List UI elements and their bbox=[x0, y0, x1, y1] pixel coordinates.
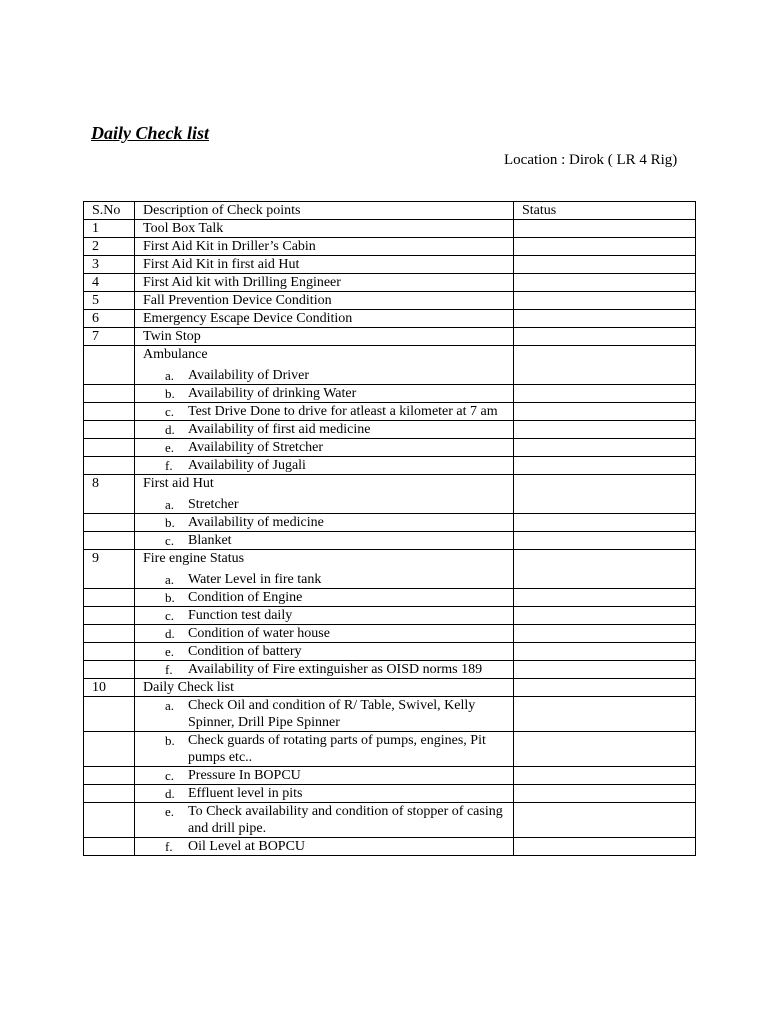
table-row bbox=[84, 803, 696, 838]
status-cell[interactable] bbox=[514, 475, 696, 514]
row-sno bbox=[84, 625, 135, 643]
sub-text: Availability of first aid medicine bbox=[188, 422, 371, 437]
sub-text: Test Drive Done to drive for atleast a kilometer at 7 am bbox=[188, 404, 498, 419]
status-cell[interactable] bbox=[514, 643, 696, 661]
sub-cell bbox=[135, 643, 514, 661]
row-description: Emergency Escape Device Condition bbox=[135, 310, 514, 328]
status-cell[interactable] bbox=[514, 661, 696, 679]
section-cell bbox=[135, 550, 514, 589]
section-cell bbox=[135, 346, 514, 385]
sub-text: Effluent level in pits bbox=[188, 786, 303, 801]
status-cell[interactable] bbox=[514, 385, 696, 403]
status-cell[interactable] bbox=[514, 256, 696, 274]
row-description: Twin Stop bbox=[135, 328, 514, 346]
section-row-fire-engine bbox=[84, 550, 696, 589]
sub-cell bbox=[135, 514, 514, 532]
row-sno bbox=[84, 803, 135, 838]
sub-text: Availability of Fire extinguisher as OISD norms 189 bbox=[188, 662, 483, 677]
header-description: Description of Check points bbox=[135, 202, 514, 220]
sub-letter: b. bbox=[165, 590, 175, 605]
status-cell[interactable] bbox=[514, 679, 696, 697]
sub-letter: c. bbox=[165, 533, 175, 548]
table-row bbox=[84, 328, 696, 346]
table-row bbox=[84, 532, 696, 550]
row-sno: 2 bbox=[84, 238, 135, 256]
status-cell[interactable] bbox=[514, 607, 696, 625]
row-sno: 1 bbox=[84, 220, 135, 238]
sub-letter: f. bbox=[165, 839, 173, 854]
row-sno bbox=[84, 532, 135, 550]
row-description: Fall Prevention Device Condition bbox=[135, 292, 514, 310]
sub-text: Availability of Jugali bbox=[188, 458, 306, 473]
sub-cell bbox=[135, 661, 514, 679]
table-row bbox=[84, 220, 696, 238]
sub-letter: a. bbox=[165, 698, 175, 713]
sub-cell bbox=[135, 457, 514, 475]
sub-letter: c. bbox=[165, 608, 175, 623]
row-sno: 5 bbox=[84, 292, 135, 310]
sub-cell bbox=[135, 838, 514, 856]
status-cell[interactable] bbox=[514, 274, 696, 292]
row-description: First Aid kit with Drilling Engineer bbox=[135, 274, 514, 292]
sub-text: Availability of Driver bbox=[188, 368, 310, 383]
section-heading: Fire engine Status bbox=[143, 551, 245, 566]
sub-text: Stretcher bbox=[188, 497, 239, 512]
table-row bbox=[84, 256, 696, 274]
table-row bbox=[84, 274, 696, 292]
status-cell[interactable] bbox=[514, 220, 696, 238]
table-row bbox=[84, 457, 696, 475]
table-row bbox=[84, 310, 696, 328]
status-cell[interactable] bbox=[514, 457, 696, 475]
table-row bbox=[84, 421, 696, 439]
table-row bbox=[84, 625, 696, 643]
status-cell[interactable] bbox=[514, 439, 696, 457]
sub-cell bbox=[135, 421, 514, 439]
row-sno bbox=[84, 697, 135, 732]
sub-letter: f. bbox=[165, 662, 173, 677]
row-sno bbox=[84, 514, 135, 532]
row-description: Tool Box Talk bbox=[135, 220, 514, 238]
sub-cell bbox=[135, 785, 514, 803]
table-row bbox=[84, 385, 696, 403]
table-row bbox=[84, 589, 696, 607]
status-cell[interactable] bbox=[514, 514, 696, 532]
status-cell[interactable] bbox=[514, 732, 696, 767]
sub-letter: c. bbox=[165, 404, 175, 419]
table-row bbox=[84, 643, 696, 661]
status-cell[interactable] bbox=[514, 838, 696, 856]
sub-text: Oil Level at BOPCU bbox=[188, 839, 306, 854]
section-cell bbox=[135, 475, 514, 514]
status-cell[interactable] bbox=[514, 346, 696, 385]
table-header-row bbox=[84, 202, 696, 220]
sub-letter: d. bbox=[165, 422, 175, 437]
row-sno bbox=[84, 838, 135, 856]
row-sno bbox=[84, 346, 135, 385]
sub-cell bbox=[135, 439, 514, 457]
section-row-first-aid-hut bbox=[84, 475, 696, 514]
sub-cell bbox=[135, 607, 514, 625]
status-cell[interactable] bbox=[514, 310, 696, 328]
sub-letter: d. bbox=[165, 626, 175, 641]
row-sno bbox=[84, 643, 135, 661]
sub-text: Pressure In BOPCU bbox=[188, 768, 301, 783]
sub-cell bbox=[135, 403, 514, 421]
sub-text: Availability of Stretcher bbox=[188, 440, 324, 455]
sub-letter: d. bbox=[165, 786, 175, 801]
sub-cell bbox=[135, 532, 514, 550]
sub-letter: a. bbox=[165, 497, 175, 512]
status-cell[interactable] bbox=[514, 803, 696, 838]
table-row bbox=[84, 767, 696, 785]
sub-cell bbox=[135, 803, 514, 838]
sub-letter: b. bbox=[165, 515, 175, 530]
row-sno bbox=[84, 732, 135, 767]
sub-text: Check guards of rotating parts of pumps, engines, Pit pumps etc.. bbox=[188, 733, 486, 765]
table-row bbox=[84, 514, 696, 532]
sub-cell bbox=[135, 732, 514, 767]
row-sno: 10 bbox=[84, 679, 135, 697]
header-sno: S.No bbox=[84, 202, 135, 220]
sub-text: Water Level in fire tank bbox=[188, 572, 322, 587]
sub-text: Availability of medicine bbox=[188, 515, 324, 530]
sub-cell bbox=[135, 385, 514, 403]
table-row bbox=[84, 403, 696, 421]
row-sno: 7 bbox=[84, 328, 135, 346]
section-row-daily-check bbox=[84, 679, 696, 697]
table-row bbox=[84, 732, 696, 767]
sub-letter: f. bbox=[165, 458, 173, 473]
table-row bbox=[84, 697, 696, 732]
row-description: First Aid Kit in Driller’s Cabin bbox=[135, 238, 514, 256]
sub-cell bbox=[135, 697, 514, 732]
row-sno bbox=[84, 385, 135, 403]
status-cell[interactable] bbox=[514, 589, 696, 607]
row-sno bbox=[84, 421, 135, 439]
sub-letter: b. bbox=[165, 386, 175, 401]
section-row-ambulance bbox=[84, 346, 696, 385]
table-row bbox=[84, 439, 696, 457]
sub-text: Condition of water house bbox=[188, 626, 330, 641]
status-cell[interactable] bbox=[514, 767, 696, 785]
sub-letter: a. bbox=[165, 368, 175, 383]
location-label: Location : Dirok ( LR 4 Rig) bbox=[504, 152, 678, 168]
table-row bbox=[84, 785, 696, 803]
row-sno: 6 bbox=[84, 310, 135, 328]
sub-letter: b. bbox=[165, 733, 175, 748]
status-cell[interactable] bbox=[514, 403, 696, 421]
table-row bbox=[84, 661, 696, 679]
row-sno bbox=[84, 403, 135, 421]
header-status: Status bbox=[514, 202, 696, 220]
sub-text: Availability of drinking Water bbox=[188, 386, 357, 401]
sub-text: Function test daily bbox=[188, 608, 293, 623]
row-sno: 3 bbox=[84, 256, 135, 274]
sub-letter: e. bbox=[165, 644, 175, 659]
checklist-table bbox=[83, 201, 696, 856]
status-cell[interactable] bbox=[514, 697, 696, 732]
row-sno: 4 bbox=[84, 274, 135, 292]
row-sno bbox=[84, 457, 135, 475]
sub-letter: e. bbox=[165, 804, 175, 819]
status-cell[interactable] bbox=[514, 421, 696, 439]
sub-text: Blanket bbox=[188, 533, 232, 548]
document-title: Daily Check list bbox=[91, 123, 209, 143]
sub-letter: e. bbox=[165, 440, 175, 455]
status-cell[interactable] bbox=[514, 328, 696, 346]
row-sno bbox=[84, 589, 135, 607]
table-row bbox=[84, 238, 696, 256]
sub-cell bbox=[135, 625, 514, 643]
row-sno bbox=[84, 607, 135, 625]
section-heading: Daily Check list bbox=[135, 679, 514, 697]
row-description: First Aid Kit in first aid Hut bbox=[135, 256, 514, 274]
section-heading: First aid Hut bbox=[143, 476, 214, 491]
table-row bbox=[84, 607, 696, 625]
table-row bbox=[84, 838, 696, 856]
table-row bbox=[84, 292, 696, 310]
sub-letter: c. bbox=[165, 768, 175, 783]
status-cell[interactable] bbox=[514, 238, 696, 256]
row-sno: 9 bbox=[84, 550, 135, 589]
sub-text: Check Oil and condition of R/ Table, Swivel, Kelly Spinner, Drill Pipe Spinner bbox=[188, 698, 476, 730]
sub-cell bbox=[135, 589, 514, 607]
row-sno bbox=[84, 767, 135, 785]
status-cell[interactable] bbox=[514, 292, 696, 310]
row-sno bbox=[84, 785, 135, 803]
status-cell[interactable] bbox=[514, 532, 696, 550]
sub-cell bbox=[135, 767, 514, 785]
row-sno: 8 bbox=[84, 475, 135, 514]
sub-item bbox=[143, 367, 513, 384]
status-cell[interactable] bbox=[514, 550, 696, 589]
status-cell[interactable] bbox=[514, 785, 696, 803]
sub-text: Condition of Engine bbox=[188, 590, 303, 605]
status-cell[interactable] bbox=[514, 625, 696, 643]
sub-text: To Check availability and condition of stopper of casing and drill pipe. bbox=[188, 804, 503, 836]
row-sno bbox=[84, 661, 135, 679]
section-heading: Ambulance bbox=[143, 347, 208, 362]
row-sno bbox=[84, 439, 135, 457]
sub-text: Condition of battery bbox=[188, 644, 302, 659]
sub-letter: a. bbox=[165, 572, 175, 587]
